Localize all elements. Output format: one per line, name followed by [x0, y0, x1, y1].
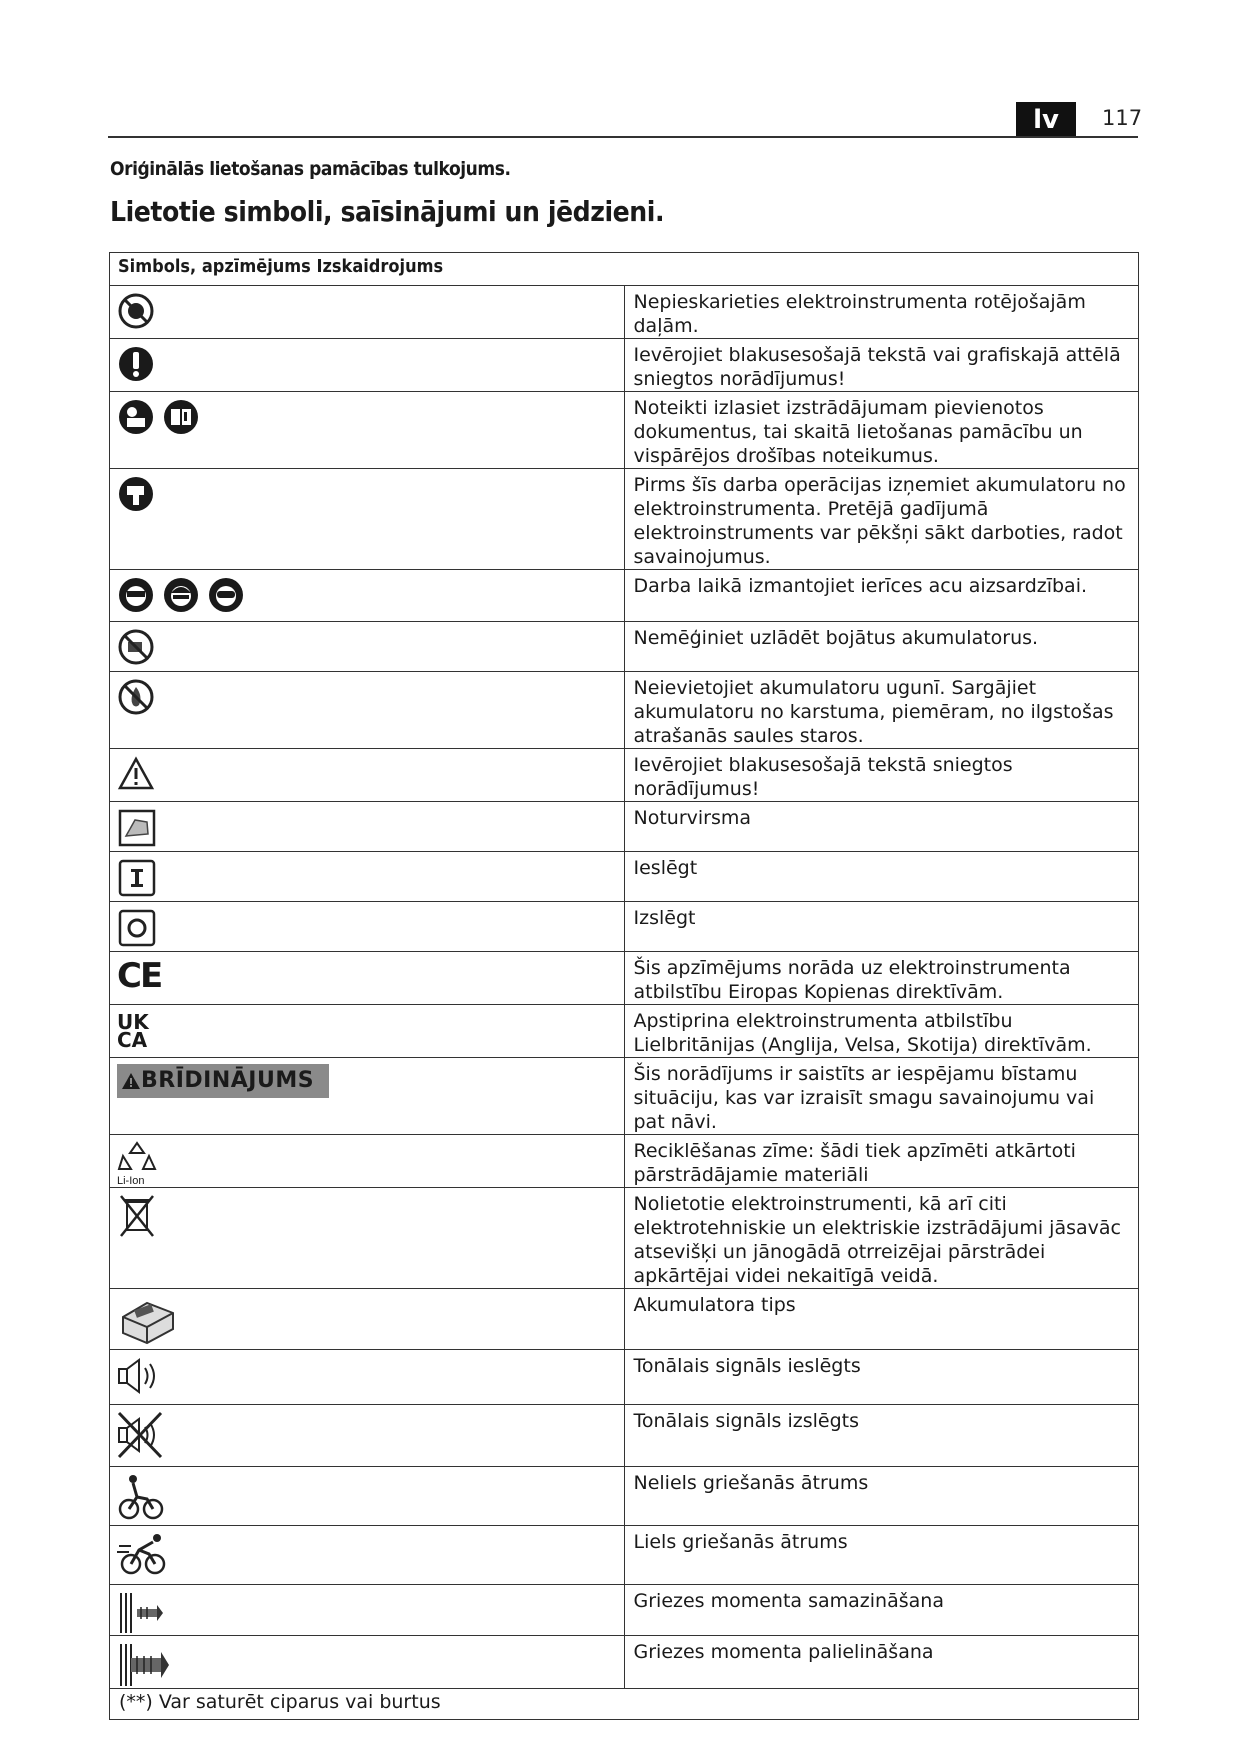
table-row [110, 1058, 1139, 1135]
row-text: Noturvirsma [624, 802, 1139, 852]
row-text: Liels griešanās ātrums [624, 1526, 1139, 1585]
table-header-text: Simbols, apzīmējums Izskaidrojums [118, 256, 444, 277]
row-text: Nemēģiniet uzlādēt bojātus akumulatorus. [624, 622, 1139, 672]
table-row [110, 672, 1139, 749]
table-header-row [110, 253, 1139, 286]
switch-on-icon [117, 858, 157, 898]
goggles-icon [207, 576, 245, 614]
eye-protection-icon [117, 576, 155, 614]
table-row [110, 1636, 1139, 1689]
no-charge-damaged-icon [117, 628, 155, 666]
row-text: Nepieskarieties elektroinstrumenta rotējošajām daļām. [624, 286, 1139, 339]
ukca-line1: UK [117, 1010, 149, 1034]
face-shield-icon [162, 576, 200, 614]
recycling-li-ion-icon [117, 1135, 624, 1187]
table-row [110, 469, 1139, 570]
page-title: Lietotie simboli, saīsinājumi un jēdzieni. [110, 195, 665, 228]
row-text: Nolietotie elektroinstrumenti, kā arī citi elektrotehniskie un elektriskie izstrādājumi jāsavāc atsevišķi un jānogādā otrreizējai pārstrādei apkārtējai videi nekaitīgā veidā. [624, 1188, 1139, 1289]
table-row [110, 1350, 1139, 1405]
symbols-table [109, 252, 1139, 1720]
row-text: Ievērojiet blakusesošajā tekstā vai grafiskajā attēlā sniegtos norādījumus! [624, 339, 1139, 392]
table-row [110, 1405, 1139, 1467]
manual-book-icon [162, 398, 200, 436]
header-rule [108, 136, 1138, 138]
row-text: Šis apzīmējums norāda uz elektroinstrumenta atbilstību Eiropas Kopienas direktīvām. [624, 952, 1139, 1005]
ukca-mark-icon [117, 1005, 624, 1052]
warning-triangle-icon [121, 1072, 141, 1090]
row-text: Noteikti izlasiet izstrādājumam pievienotos dokumentus, tai skaitā lietošanas pamācību un vispārējos drošības noteikumus. [624, 392, 1139, 469]
warning-label-icon [117, 1064, 329, 1098]
row-text: Apstiprina elektroinstrumenta atbilstību Lielbritānijas (Anglija, Velsa, Skotija) direktīvām. [624, 1005, 1139, 1058]
page-number: 117 [1102, 106, 1143, 130]
table-row [110, 902, 1139, 952]
sound-on-icon [117, 1356, 167, 1396]
table-footer: (**) Var saturēt ciparus vai burtus [110, 1689, 1139, 1720]
row-text: Reciklēšanas zīme: šādi tiek apzīmēti atkārtoti pārstrādājamie materiāli [624, 1135, 1139, 1188]
warning-triangle-icon [117, 755, 155, 793]
row-text: Tonālais signāls ieslēgts [624, 1350, 1139, 1405]
ce-mark-icon: CE [117, 956, 162, 996]
table-row [110, 1585, 1139, 1636]
table-row [110, 286, 1139, 339]
table-header [110, 253, 1139, 286]
row-text: Neievietojiet akumulatoru ugunī. Sargājiet akumulatoru no karstuma, piemēram, no ilgstošas atrašanās saules staros. [624, 672, 1139, 749]
row-text: Griezes momenta samazināšana [624, 1585, 1139, 1636]
no-fire-icon [117, 678, 155, 716]
table-row [110, 852, 1139, 902]
low-speed-icon [117, 1473, 165, 1521]
row-text: Izslēgt [624, 902, 1139, 952]
switch-off-icon [117, 908, 157, 948]
recycle-label: Li-Ion [117, 1175, 145, 1187]
table-row [110, 1526, 1139, 1585]
language-badge: lv [1016, 102, 1076, 136]
crossed-bin-icon [117, 1194, 157, 1238]
warning-label-text: BRĪDINĀJUMS [141, 1068, 315, 1093]
exclamation-icon [117, 345, 155, 383]
row-text: Šis norādījums ir saistīts ar iespējamu bīstamu situāciju, kas var izraisīt smagu savainojumu vai pat nāvi. [624, 1058, 1139, 1135]
row-text: Neliels griešanās ātrums [624, 1467, 1139, 1526]
row-text: Pirms šīs darba operācijas izņemiet akumulatoru no elektroinstrumenta. Pretējā gadījumā elektroinstruments var pēkšņi sākt darboties, radot savainojumus. [624, 469, 1139, 570]
torque-increase-icon [117, 1642, 171, 1688]
table-row [110, 570, 1139, 622]
table-row [110, 339, 1139, 392]
row-text: Darba laikā izmantojiet ierīces acu aizsardzībai. [624, 570, 1139, 622]
table-row [110, 622, 1139, 672]
remove-battery-icon [117, 475, 155, 513]
row-text: Ievērojiet blakusesošajā tekstā sniegtos norādījumus! [624, 749, 1139, 802]
ukca-line2: CA [117, 1028, 148, 1052]
read-manual-icon [117, 398, 155, 436]
table-row [110, 1005, 1139, 1058]
row-text: Tonālais signāls izslēgts [624, 1405, 1139, 1467]
row-text: Griezes momenta palielināšana [624, 1636, 1139, 1689]
grip-surface-icon [117, 808, 157, 848]
torque-decrease-icon [117, 1591, 167, 1635]
document-subtitle: Oriģinālās lietošanas pamācības tulkojums. [110, 158, 511, 180]
no-touch-rotating-parts-icon [117, 292, 155, 330]
table-row [110, 1289, 1139, 1350]
table-row [110, 802, 1139, 852]
table-row [110, 1135, 1139, 1188]
row-text: Ieslēgt [624, 852, 1139, 902]
table-row [110, 1188, 1139, 1289]
table-row [110, 952, 1139, 1005]
table-footer-row [110, 1689, 1139, 1720]
table-row [110, 1467, 1139, 1526]
table-row [110, 749, 1139, 802]
table-row [110, 392, 1139, 469]
high-speed-icon [117, 1532, 171, 1576]
battery-type-icon [117, 1295, 177, 1347]
sound-off-icon [117, 1411, 167, 1459]
row-text: Akumulatora tips [624, 1289, 1139, 1350]
